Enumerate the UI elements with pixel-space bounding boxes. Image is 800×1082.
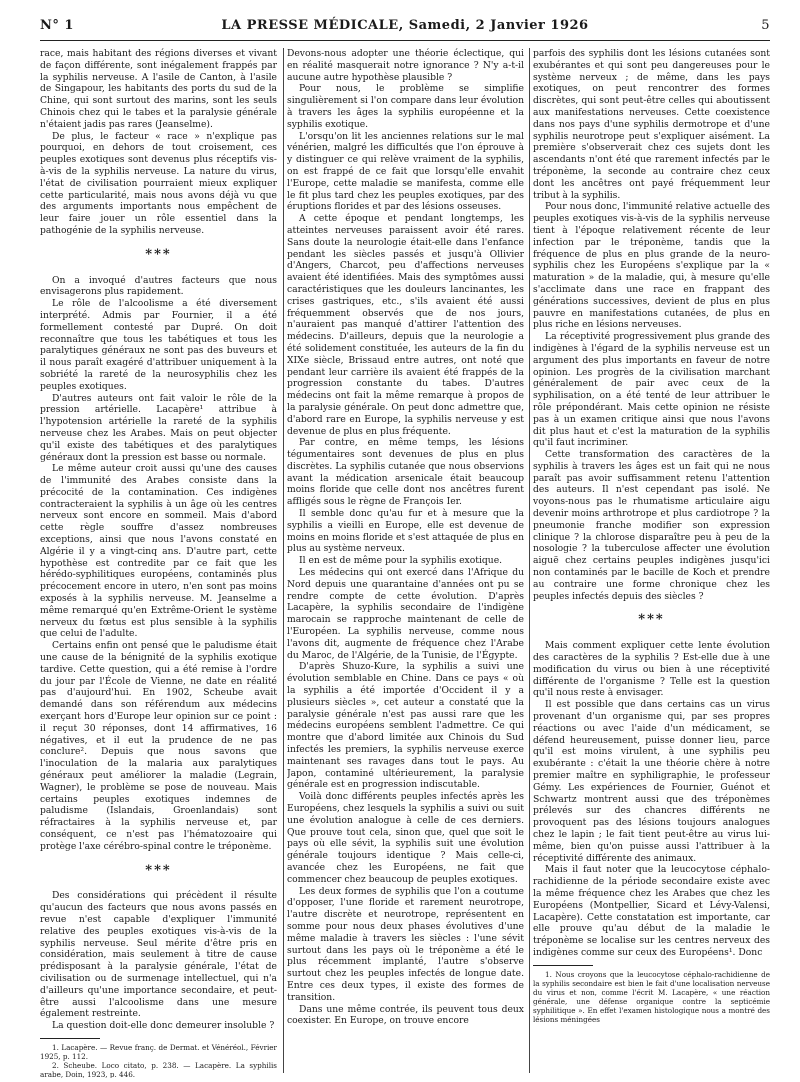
paragraph: parfois des syphilis dont les lésions cutanées sont exubérantes et qui sont peu dangereuses pour le système nerveux ; de même, dans les pays exotiques, on peut rencontrer des formes discrètes, qui sont peut-être celles qui aboutissent aux manifestations nerveuses. Cette coexistence dans nos pays d'une syphilis dermotrope et d'une syphilis neurotrope peut s'expliquer aisément. La première s'observerait chez ces sujets dont les ascendants n'ont été que rarement infectés par le tréponème, la seconde au contraire chez ceux dont les ancêtres ont payé fréquemment leur tribut à la syphilis. bbox=[533, 48, 770, 201]
paragraph: On a invoqué d'autres facteurs que nous envisagerons plus rapidement. bbox=[40, 274, 277, 298]
journal-title: LA PRESSE MÉDICALE, Samedi, 2 Janvier 1926 bbox=[221, 18, 589, 33]
paragraph: D'après Shuzo-Kure, la syphilis a suivi une évolution semblable en Chine. Dans ce pays « où la syphilis a été importée d'Occident il y a plusieurs siècles », cet auteur a constaté que la paralysie générale n'est pas aussi rare que les médecins européens semblent l'admettre. Ce qui montre que d'abord limitée aux Chinois du Sud infectés les premiers, la syphilis nerveuse exerce maintenant ses ravages dans tout le pays. Au Japon, contaminé ultérieurement, la paralysie générale est en progression indiscutable. bbox=[287, 661, 524, 791]
paragraph: Pour nous donc, l'immunité relative actuelle des peuples exotiques vis-à-vis de la syphilis nerveuse tient à l'époque relativement récente de leur infection par le tréponème, tandis que la fréquence de plus en plus grande de la neuro-syphilis chez les Européens s'explique par la « maturation » de la maladie, qui, à mesure qu'elle s'acclimate dans une race en frappant des générations successives, devient de plus en plus pauvre en manifestations cutanées, de plus en plus riche en lésions nerveuses. bbox=[533, 201, 770, 331]
page-number: 5 bbox=[761, 18, 770, 33]
issue-number: N° 1 bbox=[40, 18, 74, 33]
paragraph: Il est possible que dans certains cas un virus provenant d'un organisme qui, par ses propres réactions ou avec l'aide d'un médicament, se défend heureusement, puisse donner lieu, parce qu'il est moins virulent, à une syphilis peu exubérante : c'était la une théorie chère à notre premier maître en syphiligraphie, le professeur Gémy. Les expériences de Fournier, Guénot et Schwartz montrent aussi que des tréponèmes prélevés sur des chancres différents ne provoquent pas des lésions toujours analogues chez le lapin ; le fait tient peut-être au virus lui-même, bien qu'on puisse aussi l'attribuer à la réceptivité différente des animaux. bbox=[533, 699, 770, 864]
paragraph: Le rôle de l'alcoolisme a été diversement interprété. Admis par Fournier, il a été formellement contesté par Dupré. On doit reconnaître que tous les tabétiques et tous les paralytiques généraux ne sont pas des buveurs et il nous paraît exagéré d'attribuer uniquement à la sobriété la rareté de la neurosyphilis chez les peuples exotiques. bbox=[40, 298, 277, 392]
paragraph: Voilà donc différents peuples infectés après les Européens, chez lesquels la syphilis a suivi ou suit une évolution analogue à celle de ces derniers. Que prouve tout cela, sinon que, quel que soit le pays où elle sévit, la syphilis suit une évolution générale toujours identique ? Mais celle-ci, avancée chez les Européens, ne fait que commencer chez beaucoup de peuples exotiques. bbox=[287, 791, 524, 885]
section-separator: *** bbox=[145, 862, 172, 878]
column-1 bbox=[40, 48, 277, 1078]
paragraph: Il en est de même pour la syphilis exotique. bbox=[299, 555, 503, 567]
paragraph: La réceptivité progressivement plus grande des indigènes à l'égard de la syphilis nerveuse est un argument des plus importants en faveur de notre opinion. Les progrès de la civilisation marchant généralement de pair avec ceux de la syphilisation, on a été tenté de leur attribuer le rôle prépondérant. Mais cette opinion ne résiste pas à un examen critique ainsi que nous l'avons dit plus haut et c'est la maturation de la syphilis qu'il faut incriminer. bbox=[533, 331, 770, 449]
paragraph: Devons-nous adopter une théorie éclectique, qui en réalité masquerait notre ignorance ? N'y a-t-il aucune autre hypothèse plausible ? bbox=[287, 48, 524, 83]
paragraph: Cette transformation des caractères de la syphilis à travers les âges est un fait qui ne nous paraît pas avoir suffisamment retenu l'attention des auteurs. Il n'est cependant pas isolé. Ne voyons-nous pas le rhumatisme articulaire aigu devenir moins arthrotrope et plus cardiotrope ? la pneumonie franche modifier son expression clinique ? la chlorose disparaître peu à peu de la nosologie ? la tuberculose affecter une évolution aiguë chez certains peuples indigènes jusqu'ici non contaminés par le bacille de Koch et prendre au contraire une forme chronique chez les peuples infectés depuis des siècles ? bbox=[533, 449, 770, 602]
column-2 bbox=[287, 48, 524, 1078]
paragraph: Le même auteur croit aussi qu'une des causes de l'immunité des Arabes consiste dans la précocité de la contamination. Ces indigènes contracteraient la syphilis à un âge où les centres nerveux sont encore en sommeil. Mais d'abord cette règle souffre d'assez nombreuses exceptions, ainsi que nous l'avons constaté en Algérie il y a vingt-cinq ans. D'autre part, cette hypothèse est contredite par ce fait que les hérédo-syphilitiques européens, contaminés plus précocement encore in utero, n'en sont pas moins exposés à la syphilis nerveuse. M. Jeanselme a même remarqué qu'en Extrême-Orient le système nerveux du fœtus est plus sensible à la syphilis que celui de l'adulte. bbox=[40, 463, 277, 640]
paragraph: A cette époque et pendant longtemps, les atteintes nerveuses paraissent avoir été rares. Sans doute la neurologie était-elle dans l'enfance pendant les siècles passés et jusqu'à Ollivier d'Angers, Charcot, peu d'affections nerveuses avaient été identifiées. Mais des symptômes aussi caractéristiques que les douleurs lancinantes, les crises gastriques, etc., s'ils avaient été aussi fréquemment observés que de nos jours, n'auraient pas manqué d'attirer l'attention des médecins. D'ailleurs, depuis que la neurologie a été solidement constituée, les auteurs de la fin du XIXe siècle, Brissaud entre autres, ont noté que pendant leur carrière ils avaient été frappés de la progression constante du tabes. D'autres médecins ont fait la même remarque à propos de la paralysie générale. On peut donc admettre que, d'abord rare en Europe, la syphilis nerveuse y est devenue de plus en plus fréquente. bbox=[287, 213, 524, 437]
footnote-rule bbox=[533, 965, 593, 966]
paragraph: D'autres auteurs ont fait valoir le rôle de la pression artérielle. Lacapère¹ attribue à l'hypotension artérielle la rareté de la syphilis nerveuse chez les Arabes. Mais on peut objecter qu'il existe des tabétiques et des paralytiques généraux dont la pression est basse ou normale. bbox=[40, 392, 277, 463]
paragraph: Mais comment expliquer cette lente évolution des caractères de la syphilis ? Est-elle due à une modification du virus ou bien à une réceptivité différente de l'organisme ? Telle est la question qu'il nous reste à envisager. bbox=[533, 640, 770, 699]
paragraph: La question doit-elle donc demeurer insoluble ? bbox=[52, 1020, 275, 1032]
header-rule bbox=[40, 40, 770, 41]
paragraph: Pour nous, le problème se simplifie singulièrement si l'on compare dans leur évolution à travers les âges la syphilis européenne et la syphilis exotique. bbox=[287, 83, 524, 130]
paragraph: Dans une même contrée, ils peuvent tous deux coexister. En Europe, on trouve encore bbox=[287, 1003, 524, 1027]
paragraph: Des considérations qui précèdent il résulte qu'aucun des facteurs que nous avons passés en revue n'est capable d'expliquer l'immunité relative des peuples exotiques vis-à-vis de la syphilis nerveuse. Seul mérite d'être pris en considération, mais seulement à titre de cause prédisposant à la paralysie générale, l'état de civilisation ou de surmenage intellectuel, qui n'a d'ailleurs qu'une importance secondaire, et peut-être aussi l'alcoolisme dans une mesure également restreinte. bbox=[40, 890, 277, 1020]
paragraph: Par contre, en même temps, les lésions tégumentaires sont devenues de plus en plus discrètes. La syphilis cutanée que nous observions avant la médication arsenicale était beaucoup moins floride que celle dont nos ancêtres furent affligés sous le règne de François Ier. bbox=[287, 437, 524, 508]
article-body bbox=[40, 48, 770, 1078]
section-separator: *** bbox=[638, 612, 665, 628]
section-separator: *** bbox=[145, 246, 172, 262]
paragraph: Les deux formes de syphilis que l'on a coutume d'opposer, l'une floride et rarement neurotrope, l'autre discrète et neurotrope, représentent en somme pour nous deux phases évolutives d'une même maladie à travers les siècles : l'une sévit surtout dans les pays où le tréponème a été le plus récemment implanté, l'autre s'observe surtout chez les peuples infectés de longue date. Entre ces deux types, il existe des formes de transition. bbox=[287, 885, 524, 1003]
page-header bbox=[40, 14, 770, 36]
footnote: 1. Nous croyons que la leucocytose céphalo-rachidienne de la syphilis secondaire est bien le fait d'une localisation nerveuse du virus et non, comme l'écrit M. Lacapère, « une réaction générale, une défense organique contre la septicémie syphilitique ». En effet l'examen histologique nous a montré des lésions méningées bbox=[533, 969, 770, 1024]
footnote-rule bbox=[40, 1038, 100, 1039]
footnote: 2. Scheube. Loco citato, p. 238. — Lacapère. La syphilis arabe, Doin, 1923, p. 446. bbox=[40, 1060, 277, 1078]
column-3 bbox=[533, 48, 770, 1078]
paragraph: L'orsqu'on lit les anciennes relations sur le mal vénérien, malgré les difficultés que l'on éprouve à y distinguer ce qui relève vraiment de la syphilis, on est frappé de ce fait que lorsqu'elle envahit l'Europe, cette maladie se manifesta, comme elle le fit plus tard chez les peuples exotiques, par des éruptions florides et par des lésions osseuses. bbox=[287, 130, 524, 213]
paragraph: Les médecins qui ont exercé dans l'Afrique du Nord depuis une quarantaine d'années ont pu se rendre compte de cette évolution. D'après Lacapère, la syphilis secondaire de l'indigène marocain se rapproche maintenant de celle de l'Européen. La syphilis nerveuse, comme nous l'avons dit, augmente de fréquence chez l'Arabe du Maroc, de l'Algérie, de la Tunisie, de l'Égypte. bbox=[287, 567, 524, 661]
paragraph: Mais il faut noter que la leucocytose céphalo-rachidienne de la période secondaire existe avec la même fréquence chez les Arabes que chez les Européens (Montpellier, Sicard et Lévy-Valensi, Lacapère). Cette constatation est importante, car elle prouve qu'au début de la maladie le tréponème se localise sur les centres nerveux des indigènes comme sur ceux des Européens¹. Donc bbox=[533, 864, 770, 958]
paragraph: De plus, le facteur « race » n'explique pas pourquoi, en dehors de tout croisement, ces peuples exotiques sont devenus plus réceptifs vis-à-vis de la syphilis nerveuse. La nature du virus, l'état de civilisation pourraient mieux expliquer cette particularité, mais nous avons déjà vu que des arguments importants nous empêchent de leur faire jouer un rôle essentiel dans la pathogénie de la syphilis nerveuse. bbox=[40, 130, 277, 236]
paragraph: race, mais habitant des régions diverses et vivant de façon différente, sont inégalement frappés par la syphilis nerveuse. A l'asile de Canton, à l'asile de Singapour, les habitants des ports du sud de la Chine, qui sont surtout des marins, sont les seuls Chinois chez qui le tabes et la paralysie générale n'étaient jadis pas rares (Jeanselme). bbox=[40, 48, 277, 130]
footnote: 1. Lacapère. — Revue franç. de Dermat. et Vénéréol., Février 1925, p. 112. bbox=[40, 1042, 277, 1061]
paragraph: Il semble donc qu'au fur et à mesure que la syphilis a vieilli en Europe, elle est devenue de moins en moins floride et s'est attaquée de plus en plus au système nerveux. bbox=[287, 508, 524, 555]
paragraph: Certains enfin ont pensé que le paludisme était une cause de la bénignité de la syphilis exotique tardive. Cette question, qui a été remise à l'ordre du jour par l'École de Vienne, ne date en réalité pas d'aujourd'hui. En 1902, Scheube avait demandé dans son référendum aux médecins exerçant hors d'Europe leur opinion sur ce point : il reçut 30 réponses, dont 14 affirmatives, 16 négatives, et il eut la prudence de ne pas conclure². Depuis que nous savons que l'inoculation de la malaria aux paralytiques généraux peut améliorer la maladie (Legrain, Wagner), le problème se pose de nouveau. Mais certains peuples exotiques indemnes de paludisme (Islandais, Groenlandais) sont réfractaires à la syphilis nerveuse et, par conséquent, ce n'est pas l'hématozoaire qui protège l'axe cérébro-spinal contre le tréponème. bbox=[40, 640, 277, 852]
